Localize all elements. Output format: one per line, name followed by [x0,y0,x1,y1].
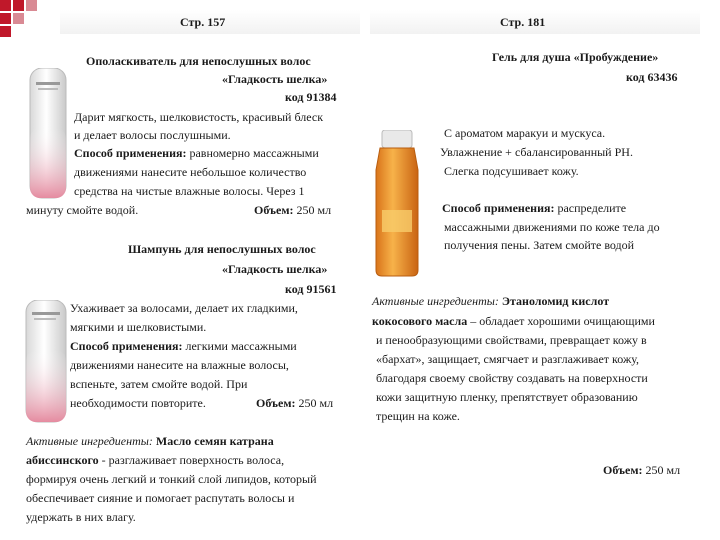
gel-active-line3: и пенообразующими свойствами, превращает кожу в [376,333,647,347]
gel-method-line1 [442,199,626,218]
conditioner-title-line2: «Гладкость шелка» [222,72,328,86]
conditioner-method-line2: движениями нанесите небольшое количество [74,165,307,179]
shampoo-active-line4: обеспечивает сияние и помогает распутать волосы и [26,491,295,505]
gel-volume-value: 250 мл [642,463,681,477]
gel-active-text1: Этаноломид кислот [498,294,610,308]
shampoo-active-line2 [26,451,284,470]
conditioner-volume-label: Объем: [254,203,294,217]
gel-active-line7: трещин на коже. [376,409,460,423]
shampoo-desc-line2: мягкими и шелковистыми. [70,320,207,334]
conditioner-method-line4: минуту смойте водой. [26,203,139,217]
shampoo-method-line3: вспеньте, затем смойте водой. При [70,377,248,391]
gel-active-text2: – обладает хорошими очищающими [467,314,655,328]
shampoo-volume-label: Объем: [256,396,296,410]
conditioner-title-line1: Ополаскиватель для непослушных волос [86,54,311,68]
gel-active-line5: благодаря своему свойству создавать на поверхности [376,371,648,385]
shampoo-active-text1: Масло семян катрана [152,434,274,448]
gel-volume-label: Объем: [603,463,643,477]
conditioner-bottle-image [26,68,70,200]
shampoo-active-label: Активные ингредиенты: [26,434,153,448]
shampoo-title-line2: «Гладкость шелка» [222,262,328,276]
shampoo-volume [256,394,333,413]
conditioner-method-line3: средства на чистые влажные волосы. Через 1 [74,184,305,198]
conditioner-method-label: Способ применения: [74,146,187,160]
gel-active-label: Активные ингредиенты: [372,294,499,308]
shampoo-method-line2: движениями нанесите на влажные волосы, [70,358,289,372]
page-number-left: Стр. 157 [180,15,226,29]
conditioner-desc-line1: Дарит мягкость, шелковистость, красивый блеск [74,110,324,124]
gel-active-line2 [372,312,655,331]
corner-decoration [0,0,52,40]
shampoo-code: код 91561 [285,282,337,296]
gel-method-label: Способ применения: [442,201,555,215]
gel-code: код 63436 [626,70,678,84]
shampoo-active-line1 [26,432,274,451]
conditioner-code: код 91384 [285,90,337,104]
gel-method-line3: получения пены. Затем смойте водой [444,238,635,252]
conditioner-method-line1 [74,144,319,163]
gel-active-line6: кожи защитную пленку, препятствует образованию [376,390,638,404]
shampoo-desc-line1: Ухаживает за волосами, делает их гладкими, [70,301,298,315]
gel-title: Гель для душа «Пробуждение» [492,50,659,64]
shampoo-active-line3: формируя очень легкий и тонкий слой липидов, который [26,472,317,486]
conditioner-method-text: равномерно массажными [186,146,319,160]
conditioner-volume [254,201,331,220]
gel-active-line4: «бархат», защищает, смягчает и разглаживает кожу, [376,352,640,366]
shampoo-active-line5: удержать в них влагу. [26,510,136,524]
shampoo-active-text2: - разглаживает поверхность волоса, [98,453,285,467]
gel-active-line1 [372,292,609,311]
shampoo-method-line1 [70,337,297,356]
gel-desc-line2: Увлажнение + сбалансированный РН. [440,145,633,159]
conditioner-volume-value: 250 мл [293,203,332,217]
shampoo-title-line1: Шампунь для непослушных волос [128,242,316,256]
shower-gel-bottle-image [372,130,422,278]
gel-method-text: распределите [554,201,627,215]
shampoo-method-line4: необходимости повторите. [70,396,206,410]
page-number-right: Стр. 181 [500,15,546,29]
conditioner-desc-line2: и делает волосы послушными. [74,128,231,142]
shampoo-method-label: Способ применения: [70,339,183,353]
gel-volume [603,461,680,480]
gel-active-bold: кокосового масла [372,314,468,328]
shampoo-volume-value: 250 мл [295,396,334,410]
shampoo-bottle-image [22,300,70,424]
gel-method-line2: массажными движениями по коже тела до [444,220,660,234]
gel-desc-line1: С ароматом маракуи и мускуса. [444,126,606,140]
shampoo-method-text: легкими массажными [182,339,297,353]
gel-desc-line3: Слегка подсушивает кожу. [444,164,579,178]
shampoo-active-bold: абиссинского [26,453,99,467]
